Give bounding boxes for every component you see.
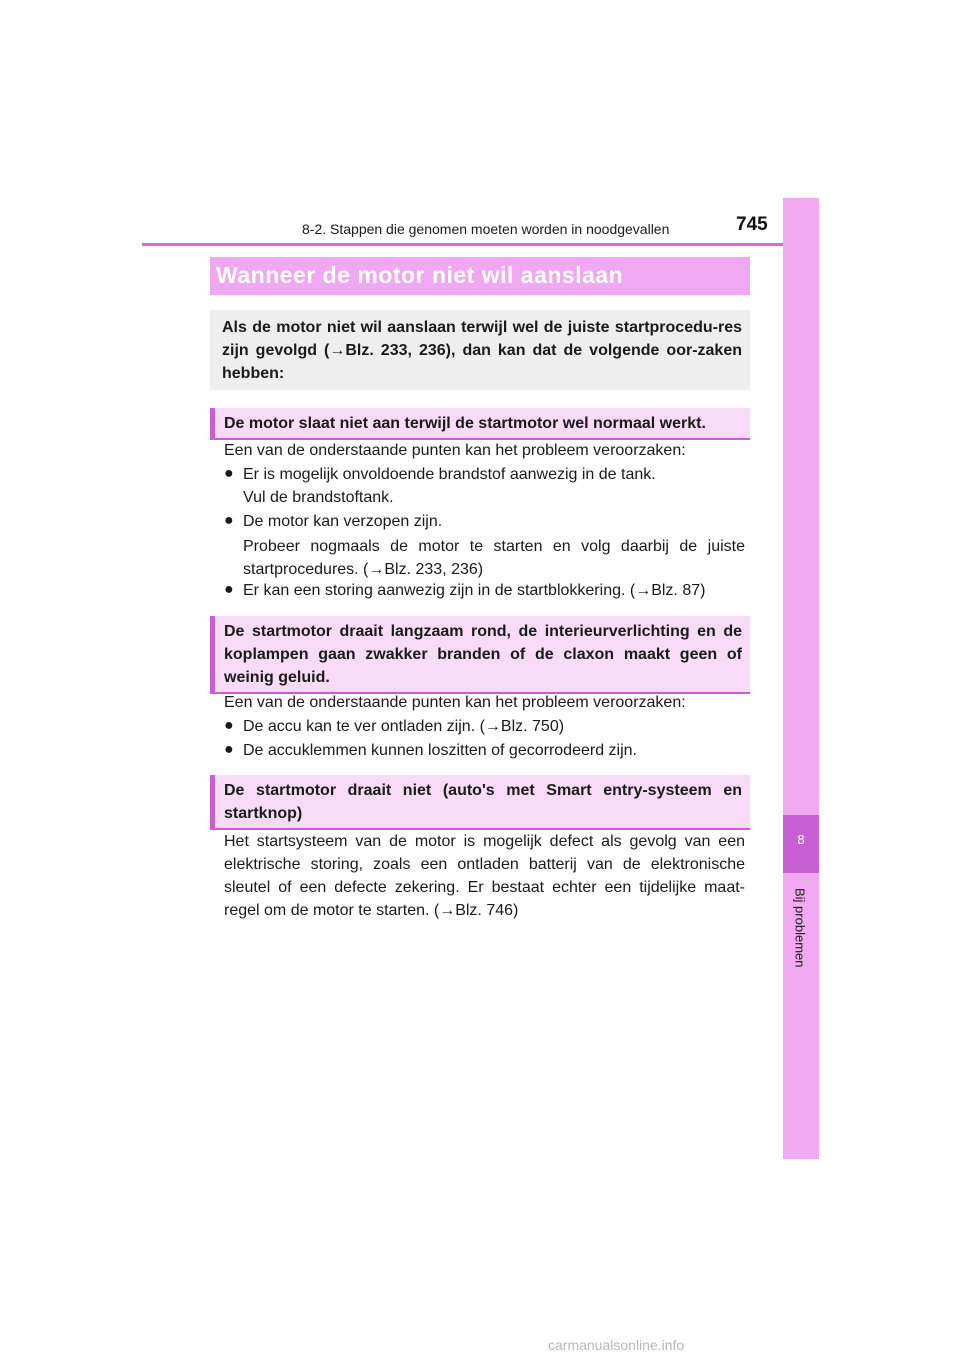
subheading-2-text: De startmotor draait langzaam rond, de interieurverlichting en de koplampen gaan zwakker branden of de claxon maakt geen of weinig geluid. — [224, 623, 742, 686]
subheading-1 — [210, 408, 750, 440]
subheading-3 — [210, 775, 750, 830]
chapter-number: 8 — [797, 832, 805, 847]
bullet-2-1: De accu kan te ver ontladen zijn. (→Blz. 750) — [243, 718, 565, 735]
bullet-2-2: De accuklemmen kunnen loszitten of gecorrodeerd zijn. — [243, 742, 637, 759]
bullet-1-1-detail: Vul de brandstoftank. — [243, 489, 394, 506]
bullet-glyph: ● — [224, 741, 234, 758]
bullet-1-1: Er is mogelijk onvoldoende brandstof aanwezig in de tank. — [243, 466, 656, 483]
bullet-1-3: Er kan een storing aanwezig zijn in de startblokkering. (→Blz. 87) — [243, 582, 706, 599]
section-2-lead: Een van de onderstaande punten kan het probleem veroorzaken: — [224, 694, 686, 711]
bullet-1-2-detail: Probeer nogmaals de motor te starten en volg daarbij de juiste startprocedures. (→Blz. 233, 236) — [243, 538, 745, 578]
chapter-title-text: Bij problemen — [792, 888, 808, 968]
subheading-1-text: De motor slaat niet aan terwijl de startmotor wel normaal werkt. — [224, 415, 706, 432]
bullet-glyph: ● — [224, 581, 234, 598]
intro-box — [210, 310, 750, 390]
page-number: 745 — [736, 214, 768, 235]
bullet-glyph: ● — [224, 717, 234, 734]
section-title — [210, 257, 750, 295]
chapter-title — [786, 888, 814, 978]
intro-text: Als de motor niet wil aanslaan terwijl wel de juiste startprocedu-res zijn gevolgd (→Blz. 233, 236), dan kan dat de volgende oor-zaken hebben: — [222, 319, 742, 382]
bullet-glyph: ● — [224, 512, 234, 529]
chapter-path: 8-2. Stappen die genomen moeten worden in noodgevallen — [302, 221, 670, 237]
subheading-3-text: De startmotor draait niet (auto's met Smart entry-systeem en startknop) — [224, 782, 742, 822]
header-rule — [142, 243, 818, 246]
subheading-2 — [210, 616, 750, 694]
section-3-paragraph: Het startsysteem van de motor is mogelijk defect als gevolg van een elektrische storing, zoals een ontladen batterij van de elektronische sleutel of een defecte zekering. Er bestaat echter een tijdelijke maat-regel om de motor te starten. (→Blz. 746) — [224, 833, 745, 919]
chapter-side-tab — [783, 198, 819, 1159]
section-title-text: Wanneer de motor niet wil aanslaan — [216, 262, 624, 288]
section-1-lead: Een van de onderstaande punten kan het probleem veroorzaken: — [224, 442, 686, 459]
bullet-glyph: ● — [224, 465, 234, 482]
bullet-1-2: De motor kan verzopen zijn. — [243, 513, 443, 530]
watermark-text: carmanualsonline.info — [548, 1337, 685, 1353]
